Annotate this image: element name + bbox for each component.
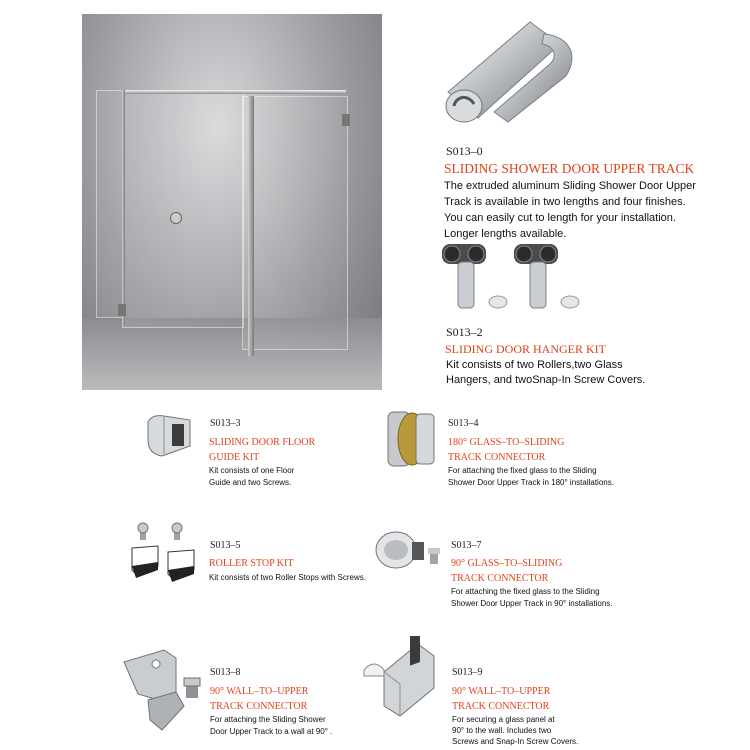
code-s013-3: S013–3 (210, 418, 241, 429)
title-line: TRACK CONNECTOR (451, 573, 549, 584)
desc-line: Kit consists of two Roller Stops with Screws. (209, 573, 366, 582)
title-floor-guide (209, 435, 315, 465)
code-s013-0: S013–0 (446, 144, 483, 158)
desc-floor-guide (209, 465, 294, 489)
title-line: 180° GLASS–TO–SLIDING (448, 437, 565, 448)
title-line: TRACK CONNECTOR (448, 452, 546, 463)
desc-line: Door Upper Track to a wall at 90° . (210, 727, 333, 736)
hanger-kit-icon (436, 240, 586, 316)
desc-line: The extruded aluminum Sliding Shower Door Upper (444, 180, 696, 192)
wall-bracket-icon (120, 648, 206, 736)
title-roller-stop: ROLLER STOP KIT (209, 558, 294, 569)
desc-upper-track (444, 178, 696, 242)
desc-wall-clamp (452, 714, 578, 747)
upper-track-icon (438, 14, 586, 124)
code-s013-2: S013–2 (446, 325, 483, 339)
title-wall-clamp (452, 684, 550, 714)
floor-guide-icon (142, 410, 196, 460)
desc-line: 90° to the wall. Includes two (452, 726, 552, 735)
code-s013-7: S013–7 (451, 540, 482, 551)
desc-line: For attaching the fixed glass to the Sliding (448, 466, 597, 475)
code-s013-4: S013–4 (448, 418, 479, 429)
title-connector-180 (448, 435, 564, 465)
code-s013-8: S013–8 (210, 667, 241, 678)
shower-enclosure-photo (82, 14, 382, 390)
title-line: SLIDING DOOR FLOOR (209, 437, 316, 448)
desc-line: Screws and Snap-In Screw Covers. (452, 737, 579, 746)
title-line: 90° WALL–TO–UPPER (210, 686, 309, 697)
title-connector-90 (451, 556, 562, 586)
wall-clamp-icon (354, 636, 450, 732)
desc-wall-bracket (210, 714, 332, 738)
title-line: TRACK CONNECTOR (210, 701, 308, 712)
desc-line: You can easily cut to length for your installation. (444, 212, 676, 224)
desc-connector-90 (451, 586, 613, 610)
desc-line: For attaching the fixed glass to the Sliding (451, 587, 600, 596)
desc-connector-180 (448, 465, 614, 489)
desc-line: Shower Door Upper Track in 180° installations. (448, 478, 614, 487)
connector-90-icon (372, 524, 444, 578)
desc-hanger-kit (446, 358, 645, 388)
desc-roller-stop (209, 572, 366, 584)
title-line: 90° WALL–TO–UPPER (452, 686, 551, 697)
title-hanger-kit: SLIDING DOOR HANGER KIT (445, 342, 606, 356)
code-s013-5: S013–5 (210, 540, 241, 551)
code-s013-9: S013–9 (452, 667, 483, 678)
desc-line: For attaching the Sliding Shower (210, 715, 326, 724)
roller-stop-icon (128, 522, 200, 582)
connector-180-icon (382, 408, 442, 470)
desc-line: Kit consists of two Rollers,two Glass (446, 359, 623, 371)
desc-line: Hangers, and twoSnap-In Screw Covers. (446, 374, 646, 386)
desc-line: Longer lengths available. (444, 228, 567, 240)
desc-line: Kit consists of one Floor (209, 466, 295, 475)
title-line: GUIDE KIT (209, 452, 260, 463)
title-wall-bracket (210, 684, 308, 714)
title-line: TRACK CONNECTOR (452, 701, 550, 712)
desc-line: For securing a glass panel at (452, 715, 555, 724)
desc-line: Guide and two Screws. (209, 478, 292, 487)
desc-line: Track is available in two lengths and four finishes. (444, 196, 686, 208)
title-upper-track: SLIDING SHOWER DOOR UPPER TRACK (444, 161, 695, 176)
title-line: 90° GLASS–TO–SLIDING (451, 558, 563, 569)
desc-line: Shower Door Upper Track in 90° installations. (451, 599, 613, 608)
